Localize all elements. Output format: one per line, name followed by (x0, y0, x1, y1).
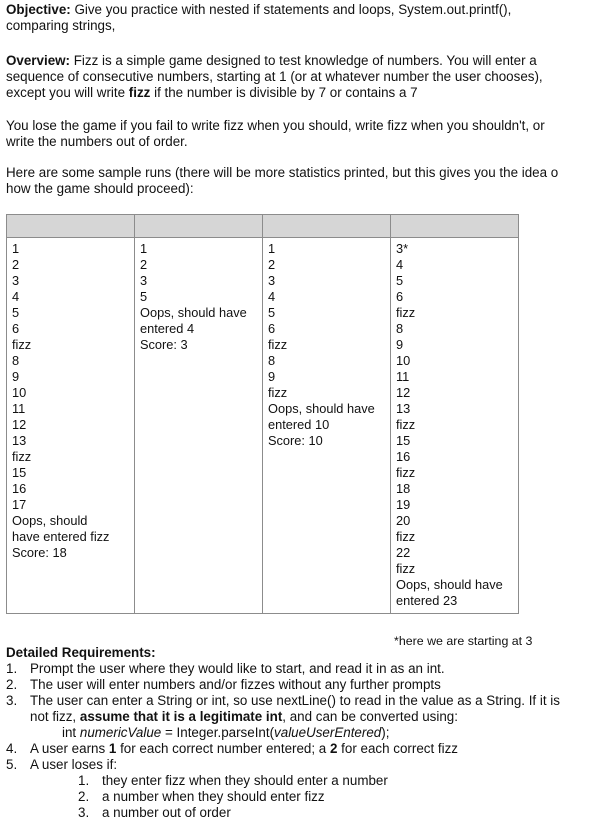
run-line: 22 (396, 545, 411, 560)
run-line: 11 (12, 401, 26, 416)
list-number: 2. (78, 789, 90, 804)
run-line: fizz (268, 337, 288, 352)
run-line: 8 (12, 353, 20, 368)
list-item (6, 677, 611, 693)
run-line: 5 (268, 305, 276, 320)
run-line: 9 (12, 369, 20, 384)
table-row (7, 238, 519, 614)
score-fizz: 2 (329, 741, 338, 756)
sample-runs-table (6, 214, 519, 614)
requirement-3-end: , and can be converted using: (282, 709, 458, 724)
table-header-cell (391, 215, 519, 238)
run-line: 13 (396, 401, 411, 416)
run-line: 5 (396, 273, 404, 288)
run-line: 9 (396, 337, 404, 352)
run-line: 1 (12, 241, 20, 256)
run-line: 12 (396, 385, 411, 400)
run-line: 4 (12, 289, 20, 304)
run-line: 10 (396, 353, 411, 368)
sample-run-3 (263, 238, 391, 614)
run-line: Oops, should have (140, 305, 247, 320)
requirement-5: A user loses if: (30, 757, 118, 772)
run-line: 4 (396, 257, 404, 272)
run-line: Score: 18 (12, 545, 67, 560)
run-line: 15 (396, 433, 411, 448)
requirement-2: The user will enter numbers and/or fizzes without any further prompts (30, 677, 441, 692)
run-line: 2 (268, 257, 276, 272)
overview-label: Overview: (6, 53, 71, 68)
list-item (30, 773, 611, 789)
run-line: fizz (396, 561, 416, 576)
run-line: Score: 3 (140, 337, 188, 352)
objective-text-line2: comparing strings, (6, 18, 116, 33)
sample-intro-paragraph (6, 165, 558, 197)
requirements-list (6, 661, 611, 821)
run-line: 1 (268, 241, 276, 256)
sample-run-2 (135, 238, 263, 614)
run-line: 9 (268, 369, 276, 384)
table-header-cell (135, 215, 263, 238)
code-var: valueUserEntered (274, 725, 382, 740)
list-item (6, 661, 611, 677)
table-header-cell (7, 215, 135, 238)
sample-intro-line1: Here are some sample runs (there will be more statistics printed, but this gives you the idea o (6, 165, 559, 180)
sample-run-4 (391, 238, 519, 614)
overview-line1: Fizz is a simple game designed to test knowledge of numbers. You will enter a (70, 53, 537, 68)
run-line: entered 10 (268, 417, 330, 432)
score-number: 1 (108, 741, 117, 756)
lose-line1: You lose the game if you fail to write fizz when you should, write fizz when you shouldn't, or (6, 118, 545, 133)
code-part: ); (381, 725, 390, 740)
run-line: 4 (268, 289, 276, 304)
run-line: 2 (12, 257, 20, 272)
run-line: 20 (396, 513, 411, 528)
lose-condition-2: a number when they should enter fizz (102, 789, 325, 804)
list-number: 3. (78, 805, 90, 820)
run-line: 5 (12, 305, 20, 320)
run-line: fizz (12, 337, 32, 352)
list-number: 5. (6, 757, 18, 772)
sample-intro-line2: how the game should proceed): (6, 181, 194, 196)
requirement-3-bold: assume that it is a legitimate int (79, 709, 283, 724)
run-line: 16 (12, 481, 27, 496)
run-line: entered 23 (396, 593, 458, 608)
run-line: Oops, should (12, 513, 88, 528)
requirement-4: A user earns (30, 741, 109, 756)
code-part: int (62, 725, 80, 740)
run-line: Oops, should have (396, 577, 503, 592)
requirements-title: Detailed Requirements: (6, 645, 156, 660)
requirement-1: Prompt the user where they would like to start, and read it in as an int. (30, 661, 445, 676)
run-line: 8 (396, 321, 404, 336)
objective-label: Objective: (6, 2, 71, 17)
run-line: have entered fizz (12, 529, 110, 544)
list-number: 2. (6, 677, 18, 692)
run-line: 3 (140, 273, 148, 288)
sample-run-1 (7, 238, 135, 614)
run-line: 3* (396, 241, 409, 256)
lose-condition-3: a number out of order (102, 805, 231, 820)
starting-note: *here we are starting at 3 (394, 634, 533, 648)
run-line: 15 (12, 465, 27, 480)
run-line: 3 (268, 273, 276, 288)
run-line: fizz (396, 465, 416, 480)
lose-conditions-list (30, 773, 611, 821)
run-line: 13 (12, 433, 27, 448)
objective-text: Give you practice with nested if statements and loops, System.out.printf(), (70, 2, 512, 17)
run-line: 5 (140, 289, 148, 304)
objective-paragraph (6, 2, 511, 34)
run-line: 19 (396, 497, 411, 512)
table-header-cell (263, 215, 391, 238)
requirement-4-end: for each correct fizz (337, 741, 458, 756)
list-number: 3. (6, 693, 18, 708)
run-line: 1 (140, 241, 148, 256)
run-line: 11 (396, 369, 410, 384)
run-line: fizz (12, 449, 32, 464)
run-line: 18 (396, 481, 411, 496)
requirements-section (6, 645, 611, 821)
requirement-3-cont: not fizz, (30, 709, 80, 724)
run-line: 12 (12, 417, 27, 432)
run-line: 8 (268, 353, 276, 368)
run-line: fizz (396, 417, 416, 432)
run-line: 6 (268, 321, 276, 336)
list-number: 1. (6, 661, 18, 676)
lose-line2: write the numbers out of order. (6, 134, 188, 149)
lose-condition-1: they enter fizz when they should enter a number (102, 773, 388, 788)
run-line: Score: 10 (268, 433, 323, 448)
code-var: numericValue (79, 725, 162, 740)
fizz-keyword: fizz (128, 85, 151, 100)
run-line: fizz (396, 305, 416, 320)
run-line: 6 (396, 289, 404, 304)
run-line: entered 4 (140, 321, 195, 336)
list-item (6, 693, 611, 741)
list-item (6, 741, 611, 757)
code-part: = Integer.parseInt( (161, 725, 275, 740)
run-line: 17 (12, 497, 27, 512)
run-line: 6 (12, 321, 20, 336)
list-number: 1. (78, 773, 90, 788)
overview-line2: sequence of consecutive numbers, starting at 1 (or at whatever number the user chooses), (6, 69, 543, 84)
table-header-row (7, 215, 519, 238)
requirement-3: The user can enter a String or int, so use nextLine() to read in the value as a String. If it is (30, 693, 560, 708)
overview-line3-end: if the number is divisible by 7 or contains a 7 (150, 85, 418, 100)
run-line: 16 (396, 449, 411, 464)
parse-code-line (30, 725, 611, 741)
run-line: 2 (140, 257, 148, 272)
list-item (6, 757, 611, 821)
run-line: 3 (12, 273, 20, 288)
list-number: 4. (6, 741, 18, 756)
requirement-4-mid: for each correct number entered; a (116, 741, 330, 756)
list-item (30, 789, 611, 805)
overview-line3: except you will write (6, 85, 129, 100)
run-line: fizz (268, 385, 288, 400)
list-item (30, 805, 611, 821)
run-line: 10 (12, 385, 27, 400)
run-line: Oops, should have (268, 401, 375, 416)
lose-paragraph (6, 118, 545, 150)
overview-paragraph (6, 53, 543, 101)
run-line: fizz (396, 529, 416, 544)
